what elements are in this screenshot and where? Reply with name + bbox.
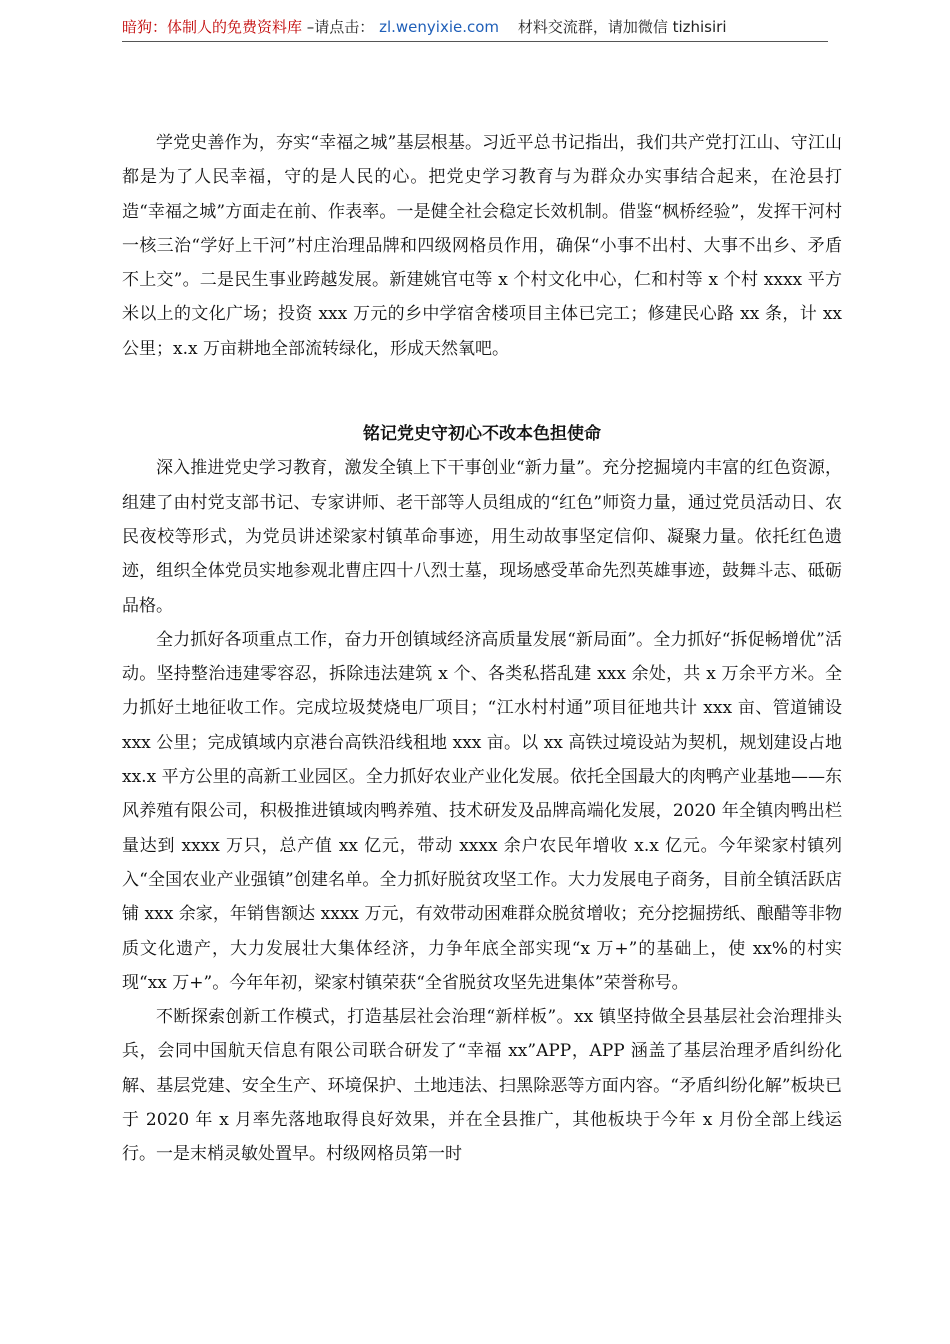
banner-link[interactable]: zl.wenyixie.com (379, 18, 500, 36)
paragraph-key-work: 全力抓好各项重点工作，奋力开创镇域经济高质量发展“新局面”。全力抓好“拆促畅增优”活动。坚持整治违建零容忍，拆除违法建筑 x 个、各类私搭乱建 xxx 余处，共 x 万余平方米。全力抓好土地征收工作。完成垃圾焚烧电厂项目；“江水村村通”项目征地共计 xxx 亩、管道铺设 xxx 公里；完成镇域内京港台高铁沿线租地 xxx 亩。以 xx 高铁过境设站为契机，规划建设占地 xx.x 平方公里的高新工业园区。全力抓好农业产业化发展。依托全国最大的肉鸭产业基地——东风养殖有限公司，积极推进镇域肉鸭养殖、技术研发及品牌高端化发展，2020 年全镇肉鸭出栏量达到 xxxx 万只，总产值 xx 亿元，带动 xxxx 余户农民年增收 x.x 亿元。今年梁家村镇列入“全国农业产业强镇”创建名单。全力抓好脱贫攻坚工作。大力发展电子商务，目前全镇活跃店铺 xxx 余家，年销售额达 xxxx 万元，有效带动困难群众脱贫增收；充分挖掘捞纸、酿醋等非物质文化遗产，大力发展壮大集体经济，力争年底全部实现“x 万+”的基础上，使 xx%的村实现“xx 万+”。今年年初，梁家村镇荣获“全省脱贫攻坚先进集体”荣誉称号。 (122, 629, 842, 993)
banner-prompt: –请点击： (306, 18, 375, 36)
banner-brand: 暗狗：体制人的免费资料库 (122, 18, 303, 36)
header-divider (122, 41, 828, 42)
site-banner (122, 14, 842, 40)
document-body (122, 126, 842, 1172)
paragraph-governance: 不断探索创新工作模式，打造基层社会治理“新样板”。xx 镇坚持做全县基层社会治理排头兵，会同中国航天信息有限公司联合研发了“幸福 xx”APP，APP 涵盖了基层治理矛盾纠纷化解、基层党建、安全生产、环境保护、土地违法、扫黑除恶等方面内容。“矛盾纠纷化解”板块已于 2020 年 x 月率先落地取得良好效果，并在全县推广，其他板块于今年 x 月份全部上线运行。一是末梢灵敏处置早。村级网格员第一时 (122, 1007, 842, 1165)
paragraph-party-history: 深入推进党史学习教育，激发全镇上下干事创业“新力量”。充分挖掘境内丰富的红色资源，组建了由村党支部书记、专家讲师、老干部等人员组成的“红色”师资力量，通过党员活动日、农民夜校等形式，为党员讲述梁家村镇革命事迹，用生动故事坚定信仰、凝聚力量。依托红色遗迹，组织全体党员实地参观北曹庄四十八烈士墓，现场感受革命先烈英雄事迹，鼓舞斗志、砥砺品格。 (122, 458, 842, 616)
banner-contact: 材料交流群，请加微信 tizhisiri (517, 18, 727, 36)
section-title: 铭记党史守初心不改本色担使命 (363, 424, 601, 445)
section-spacer (122, 366, 842, 417)
paragraph-happy-city: 学党史善作为，夯实“幸福之城”基层根基。习近平总书记指出，我们共产党打江山、守江山都是为了人民幸福，守的是人民的心。把党史学习教育与为群众办实事结合起来，在沧县打造“幸福之城”方面走在前、作表率。一是健全社会稳定长效机制。借鉴“枫桥经验”，发挥干河村一核三治“学好上干河”村庄治理品牌和四级网格员作用，确保“小事不出村、大事不出乡、矛盾不上交”。二是民生事业跨越发展。新建姚官屯等 x 个村文化中心，仁和村等 x 个村 xxxx 平方米以上的文化广场；投资 xxx 万元的乡中学宿舍楼项目主体已完工；修建民心路 xx 条，计 xx 公里；x.x 万亩耕地全部流转绿化，形成天然氧吧。 (122, 133, 842, 359)
